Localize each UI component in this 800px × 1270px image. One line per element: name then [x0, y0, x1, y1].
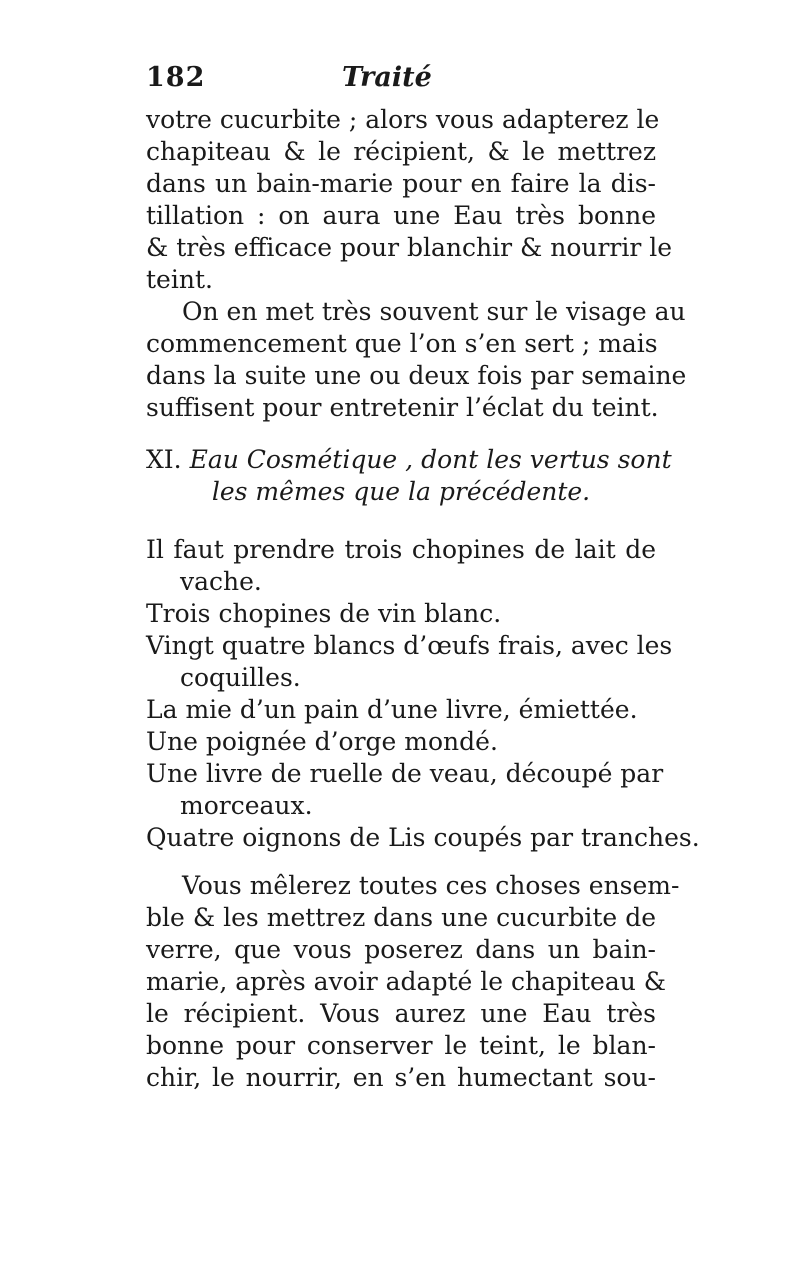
text-line: chir, le nourrir, en s’en humectant sou-	[146, 1063, 656, 1092]
section-title: Eau Cosmétique , dont les vertus sont	[189, 445, 672, 474]
text-line: Vous mêlerez toutes ces choses ensem-	[182, 871, 680, 900]
text-line: verre, que vous poserez dans un bain-	[146, 935, 656, 964]
text-line: dans la suite une ou deux fois par semaine	[146, 361, 687, 390]
text-line: suffisent pour entretenir l’éclat du teint.	[146, 393, 659, 422]
list-item-continuation: morceaux.	[180, 791, 313, 820]
text-line: votre cucurbite ; alors vous adapterez le	[146, 105, 660, 134]
list-item: Trois chopines de vin blanc.	[146, 599, 502, 628]
list-item: Quatre oignons de Lis coupés par tranches.	[146, 823, 700, 852]
text-line: marie, après avoir adapté le chapiteau &	[146, 967, 667, 996]
section-number: XI.	[146, 445, 182, 474]
text-line: dans un bain-marie pour en faire la dis-	[146, 169, 656, 198]
list-item: Une livre de ruelle de veau, découpé par	[146, 759, 664, 788]
paragraph-1	[146, 104, 673, 296]
section-heading-line-1	[146, 444, 672, 476]
paragraph-3	[146, 870, 680, 1094]
list-item: Une poignée d’orge mondé.	[146, 727, 498, 756]
text-line: chapiteau & le récipient, & le mettrez	[146, 137, 656, 166]
list-item: Vingt quatre blancs d’œufs frais, avec les	[146, 631, 673, 660]
text-line: teint.	[146, 265, 213, 294]
page-number: 182	[146, 62, 206, 93]
text-line: bonne pour conserver le teint, le blan-	[146, 1031, 656, 1060]
text-line: On en met très souvent sur le visage au	[182, 297, 686, 326]
paragraph-2	[146, 296, 687, 424]
text-line: le récipient. Vous aurez une Eau très	[146, 999, 656, 1028]
list-item-continuation: vache.	[180, 567, 262, 596]
page-header	[146, 62, 666, 102]
section-heading	[146, 444, 672, 508]
list-item: La mie d’un pain d’une livre, émiettée.	[146, 695, 638, 724]
text-line: commencement que l’on s’en sert ; mais	[146, 329, 658, 358]
text-line: & très efficace pour blanchir & nourrir le	[146, 233, 673, 262]
running-title: Traité	[342, 62, 432, 93]
section-heading-line-2: les mêmes que la précédente.	[211, 477, 591, 506]
text-line: tillation : on aura une Eau très bonne	[146, 201, 656, 230]
list-item-continuation: coquilles.	[180, 663, 301, 692]
list-item: Il faut prendre trois chopines de lait de	[146, 535, 656, 564]
ingredients-list	[146, 534, 700, 854]
text-line: ble & les mettrez dans une cucurbite de	[146, 903, 656, 932]
